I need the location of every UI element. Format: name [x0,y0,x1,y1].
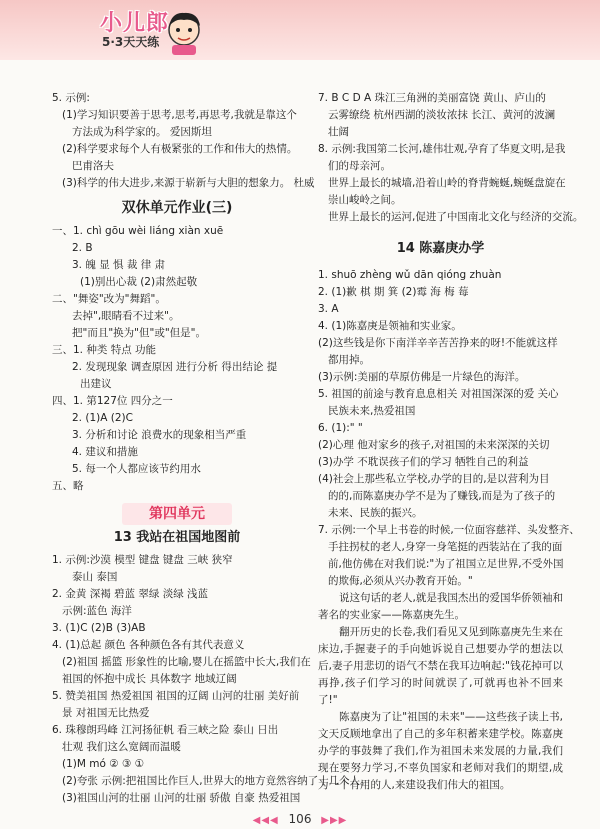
answer-line: 壮观 我们这么宽阔而温暖 [62,741,181,753]
answer-line: 五、略 [52,480,84,492]
answer-line: (3)祖国山河的壮丽 山河的壮丽 骄傲 自豪 热爱祖国 [62,792,301,804]
left-arrows-icon: ◀◀◀ [252,815,279,826]
answer-line: 5. 赞美祖国 热爱祖国 祖国的辽阔 山河的壮丽 美好前 [52,690,300,702]
answer-line: (3)科学的伟大进步,来源于崭新与大胆的想象力。 杜威 [62,177,315,189]
answer-line: (2)科学要求每个人有极紧张的工作和伟大的热情。 [62,143,298,155]
answer-line: 一、1. chì gōu wèi liáng xiàn xuē [52,225,224,237]
answer-line: 2. (1)A (2)C [72,412,133,424]
answer-line: 2. B [72,242,93,254]
answer-line: (2)祖国 摇篮 形象性的比喻,婴儿在摇篮中长大,我们在 [62,656,311,668]
brand-logo [100,6,210,56]
answer-line: (2)这些钱是你下南洋辛辛苦苦挣来的呀!不能就这样 [318,337,558,349]
answer-line: 云雾缭绕 杭州西湖的淡妆浓抹 长江、黄河的波澜 [328,109,556,121]
answer-line: 民族未来,热爱祖国 [328,405,416,417]
answer-line: 5. 祖国的前途与教育息息相关 对祖国深深的爱 关心 [318,388,559,400]
answer-line: 去掉",眼睛看不过来"。 [72,310,180,322]
right-column [318,90,584,794]
answer-line: (2)心理 他对家乡的孩子,对祖国的未来深深的关切 [318,439,550,451]
answer-line: 们的母亲河。 [328,160,391,172]
page-number: 106 [288,812,312,826]
answer-line: 祖国的怀抱中成长 具体数字 地域辽阔 [62,673,237,685]
answer-line: 都用掉。 [328,354,370,366]
answer-line: 四、1. 第127位 四分之一 [52,395,173,407]
answer-line: (2)夸张 示例:把祖国比作巨人,世界大的地方竟然容纳了十几个人。 [62,775,371,787]
answer-line: 方法成为科学家的。 爱因斯坦 [72,126,212,138]
answer-line: (1)M mó ② ③ ① [62,758,145,770]
answer-line: 3. 分析和讨论 浪费水的现象相当严重 [72,429,247,441]
answer-line: 2. (1)歉 棋 期 箕 (2)霉 海 梅 莓 [318,286,469,298]
answer-line: 手拄拐杖的老人,身穿一身笔挺的西装站在了我的面 [328,541,563,553]
answer-line: 巴甫洛夫 [72,160,114,172]
answer-line: 4. (1)陈嘉庚是领袖和实业家。 [318,320,462,332]
answer-line: 3. (1)C (2)B (3)AB [52,622,146,634]
answer-line: 把"而且"换为"但"或"但是"。 [72,327,206,339]
answer-line: 前,他仿佛在对我们说:"为了祖国立足世界,不受外国 [328,558,564,570]
answer-line: 壮阔 [328,126,349,138]
answer-line: 7. 示例:一个早上书卷的时候,一位面容慈祥、头发整齐、 [318,524,580,536]
answer-line: 7. B C D A 珠江三角洲的美丽富饶 黄山、庐山的 [318,92,546,104]
answer-line: 6. (1):" " [318,422,363,434]
answer-line: 8. 示例:我国第二长河,雄伟壮观,孕育了华夏文明,是我 [318,143,566,155]
answer-line: 示例:蓝色 海洋 [62,605,132,617]
unit-banner: 第四单元 [122,503,232,525]
answer-line: 2. 发现现象 调查原因 进行分析 得出结论 提 [72,361,278,373]
lesson-title: 13 我站在祖国地图前 [113,530,241,545]
answer-line: 的的,而陈嘉庚办学不是为了赚钱,而是为了孩子的 [328,490,556,502]
series-name: 5·3天天练 [102,35,160,49]
answer-line: 景 对祖国无比热爱 [62,707,150,719]
answer-line: 崇山峻岭之间。 [328,194,402,206]
answer-line: 6. 珠穆朗玛峰 江河扬征帆 看三峡之险 泰山 日出 [52,724,279,736]
answer-line: 4. (1)总起 颜色 各种颜色各有其代表意义 [52,639,245,651]
answer-line: 未来、民族的振兴。 [328,507,423,519]
section-title: 双休单元作业(三) [121,200,233,216]
right-arrows-icon: ▶▶▶ [321,815,348,826]
answer-line: 3. A [318,303,339,315]
answer-line: 出建议 [80,378,112,390]
answer-line: (1)别出心裁 (2)肃然起敬 [80,276,198,288]
page-footer [0,812,600,826]
answer-line: 3. 魄 显 惧 裁 律 肃 [72,259,166,271]
essay-paragraph: 陈嘉庚为了让"祖国的未来"——这些孩子读上书,文天反顾地拿出了自己的多年积蓄来建学校。陈嘉庚办学的事鼓舞了我们,作为祖国未来发展的力量,我们现在要努力学习,不辜负国家和老师对我们的期望,成为一个有用的人,来建设我们伟大的祖国。 [318,711,563,791]
lesson-title: 14 陈嘉庚办学 [396,241,485,256]
mascot-icon [162,8,206,56]
header-banner [0,0,600,60]
answer-line: 2. 金黄 深褐 碧蓝 翠绿 淡绿 浅蓝 [52,588,209,600]
answer-line: 4. 建议和措施 [72,446,138,458]
essay-paragraph: 翻开历史的长卷,我们看见又见到陈嘉庚先生来在床边,手握妻子的手向她诉说自己想要办学的想法以后,妻子用悲切的语气不禁在我耳边响起:"钱花掉可以再挣,孩子们学习的时间就误了,可就再也补不回来了!" [318,626,563,706]
answer-line: (4)社会上那些私立学校,办学的目的,是以营利为目 [318,473,550,485]
answer-line: 世界上最长的运河,促进了中国南北文化与经济的交流。 [328,211,584,223]
answer-line: 世界上最长的城墙,沿着山岭的脊背蜿蜒,蜿蜒盘旋在 [328,177,566,189]
essay-paragraph: 说这句话的老人,就是我国杰出的爱国华侨领袖和著名的实业家——陈嘉庚先生。 [318,592,563,621]
answer-line: (3)示例:美丽的草原仿佛是一片绿色的海洋。 [318,371,526,383]
answer-line: 三、1. 种类 特点 功能 [52,344,157,356]
answer-line: 5. 示例: [52,92,90,104]
answer-line: 1. shuō zhèng wǔ dān qióng zhuàn [318,269,502,281]
brand-name: 小儿郎 [100,11,170,36]
answer-line: (1)学习知识要善于思考,思考,再思考,我就是靠这个 [62,109,297,121]
answer-line: 泰山 泰国 [72,571,118,583]
answer-line: 的欺侮,必须从兴办教育开始。" [328,575,473,587]
answer-line: (3)办学 不耽误孩子们的学习 牺牲自己的利益 [318,456,529,468]
answer-line: 1. 示例:沙漠 模型 键盘 键盘 三峡 狭窄 [52,554,233,566]
answer-line: 5. 每一个人都应该节约用水 [72,463,201,475]
answer-line: 二、"舞姿"改为"舞蹈"。 [52,293,166,305]
